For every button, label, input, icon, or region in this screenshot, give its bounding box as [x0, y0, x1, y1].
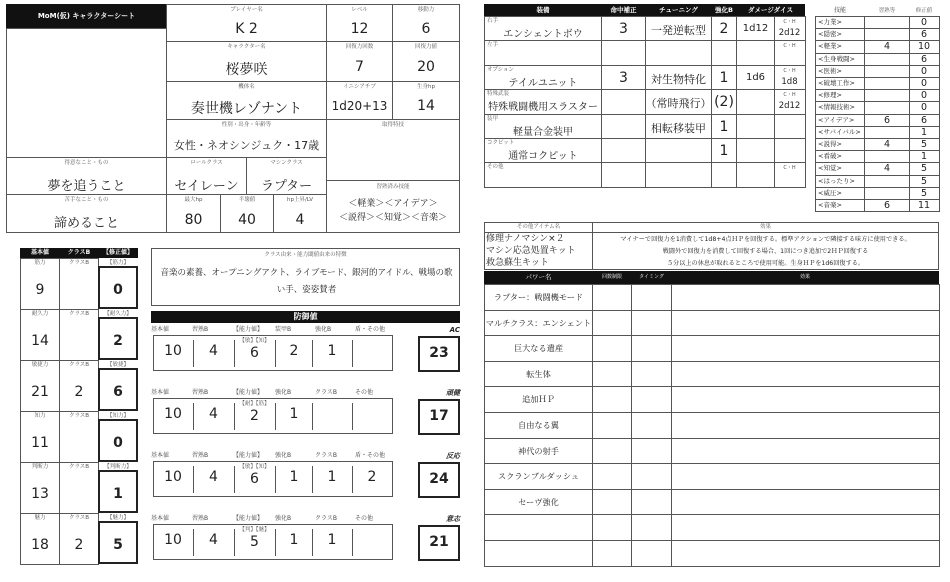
equipment-cell — [645, 162, 713, 187]
skill-modifier: 1 — [920, 151, 928, 163]
base-header-label: クラスB — [67, 249, 91, 256]
power-cell — [592, 412, 633, 439]
defense-sub-label: 【敏】【知】 — [239, 338, 270, 344]
equipment-header-label: 装備 — [536, 6, 550, 14]
equipment-header-label: ダメージダイス — [748, 6, 793, 14]
defense-label: 基本値 — [151, 326, 170, 333]
character-name: 桜夢咲 — [225, 62, 268, 78]
defense-label: 基本値 — [151, 452, 170, 459]
defense-label: 強化B — [275, 515, 292, 522]
defense-sub-label: 【敏】【知】 — [239, 464, 270, 470]
equipment-name: エンシェントボウ — [503, 29, 583, 40]
skill-modifier: 0 — [920, 90, 928, 102]
power-cell — [592, 489, 633, 516]
skill-cell — [864, 28, 911, 41]
skill-cell — [864, 65, 911, 78]
defense-label: 【能力値】 — [233, 515, 264, 522]
stat-mod-value: 2 — [113, 333, 123, 349]
skill-name: <サバイバル> — [818, 127, 861, 136]
skill-cell — [864, 101, 911, 114]
power-cell — [592, 284, 633, 311]
defense-sub-label: 【判】【魅】 — [239, 527, 270, 533]
power-cell — [671, 540, 940, 567]
defense-label: 盾・その他 — [355, 452, 386, 459]
defense-title: 防御値 — [151, 311, 460, 323]
defense-label: 盾・その他 — [355, 326, 386, 333]
stat-class-label: クラスB — [68, 413, 90, 419]
defense-total: 23 — [429, 345, 449, 361]
traits-box: 取得特技 — [326, 119, 460, 181]
player-name: K 2 — [235, 21, 258, 37]
equipment-crit-dice: 2d12 — [778, 28, 801, 38]
defense-label: 装甲B — [275, 326, 292, 333]
power-name: 自由なる翼 — [518, 420, 559, 430]
stat-base-value: 18 — [31, 537, 49, 553]
skill-modifier: 5 — [920, 187, 928, 199]
stat-base-value: 14 — [31, 333, 49, 349]
skill-cell — [864, 126, 911, 139]
equipment-slot: 右手 — [487, 18, 499, 24]
class-traits-box: クラス由来・能力閾値由来の特徴 音楽の素養、オープニングアクト、ライブモード、銀河的アイドル、戦場の歌い手、姿姿賛者 — [151, 248, 460, 306]
stat-label: 筋力 — [34, 260, 46, 266]
role-value: セイレーン — [174, 179, 239, 194]
power-cell — [671, 335, 940, 362]
skills-header-name: 技能 — [833, 7, 846, 14]
stat-mod-label: 【判断力】 — [104, 464, 132, 470]
skill-name: <医術> — [818, 66, 842, 75]
skill-name: <はったり> — [818, 176, 855, 185]
skill-modifier: 6 — [920, 114, 928, 126]
recovery-value: 20 — [417, 59, 435, 75]
skill-name: <アイデア> — [818, 115, 855, 124]
bonus-hp-box: 生身hp 14 — [392, 81, 460, 120]
equipment-strength: (2) — [714, 94, 734, 111]
equipment-strength: 1 — [719, 118, 729, 135]
half-value: 40 — [238, 212, 256, 228]
power-name: 神代の射手 — [518, 445, 559, 456]
gender-value: 女性・ネオシンジュク・17歳 — [173, 139, 320, 152]
skill-modifier: 5 — [920, 175, 928, 187]
equipment-tuning: 対生物特化 — [651, 72, 706, 86]
item-effect: ５分以上の休息が取れるところで使用可能。生身ＨＰを1d6回復する。 — [666, 260, 865, 267]
power-cell — [484, 514, 594, 541]
equipment-cell — [601, 114, 647, 139]
equipment-header-label: 命中補正 — [610, 6, 637, 14]
skill-cell — [864, 150, 911, 163]
stat-class-value: 2 — [74, 537, 84, 553]
equipment-cell — [736, 114, 776, 139]
power-name: 巨大なる遺産 — [513, 343, 564, 354]
defense-total: 21 — [429, 534, 449, 550]
stat-label: 判断力 — [31, 464, 49, 470]
equipment-cell — [645, 40, 713, 65]
power-cell — [592, 335, 633, 362]
defense-name: 意志 — [446, 515, 460, 523]
machine-class-box: マシンクラス ラプター — [246, 157, 327, 195]
initiative-box: イニシアチブ 1d20+13 — [326, 81, 393, 120]
skill-proficiency: 4 — [883, 163, 891, 175]
skill-name: <威圧> — [818, 188, 842, 197]
machine-name: 奏世機レゾナント — [190, 101, 303, 117]
defense-value: 2 — [250, 408, 259, 424]
power-cell — [592, 310, 633, 337]
skill-name: <隠密> — [818, 30, 842, 39]
defense-label: その他 — [355, 515, 374, 522]
skill-proficiency: 4 — [883, 41, 891, 53]
items-header-name: その他アイテム名 — [516, 224, 561, 230]
defense-value: 6 — [250, 471, 259, 487]
power-cell — [671, 412, 940, 439]
half-box: 半壊値 40 — [220, 194, 274, 233]
level-box: レベル 12 — [326, 4, 393, 42]
recovery-count-value: 7 — [355, 59, 364, 75]
power-cell — [631, 514, 673, 541]
equipment-name: 軽量合金装甲 — [513, 126, 573, 138]
defense-value: 1 — [289, 469, 299, 485]
base-header-label: 基本値 — [30, 249, 49, 256]
item-name: 救急蘇生キット — [486, 258, 549, 268]
power-name: セーヴ強化 — [518, 496, 559, 507]
power-cell — [671, 386, 940, 413]
equipment-tuning: 一発逆転型 — [651, 24, 706, 37]
power-name: マルチクラス：エンシェント — [485, 317, 592, 328]
stat-class-label: クラスB — [68, 464, 90, 470]
power-cell — [592, 438, 633, 465]
equipment-dice: 1d6 — [745, 71, 766, 83]
defense-total: 17 — [429, 408, 449, 424]
skill-name: <知覚> — [818, 164, 842, 173]
power-cell — [592, 463, 633, 490]
stat-base-value: 11 — [31, 435, 49, 451]
power-cell — [671, 463, 940, 490]
skill-name: <音楽> — [818, 201, 842, 209]
defense-label: 基本値 — [151, 515, 170, 522]
acquired-line-2: ＜説得＞＜知覚＞＜音楽＞ — [338, 213, 447, 223]
equipment-cell — [601, 89, 647, 114]
defense-value: 1 — [327, 532, 337, 548]
stat-mod-value: 5 — [113, 537, 123, 553]
skill-modifier: 5 — [920, 163, 928, 175]
skill-name: <生身戦闘> — [818, 54, 855, 63]
equipment-slot: その他 — [487, 164, 504, 171]
defense-value: 4 — [209, 406, 218, 422]
power-cell — [592, 540, 633, 567]
equipment-cell — [645, 138, 713, 163]
power-cell — [631, 438, 673, 465]
power-cell — [592, 361, 633, 388]
stat-base-value: 13 — [31, 486, 49, 502]
skill-proficiency: 4 — [883, 139, 891, 150]
defense-label: 【能力値】 — [233, 389, 264, 396]
power-name: スクランブルダッシュ — [497, 471, 580, 482]
defense-value: 5 — [250, 534, 259, 550]
defense-sub-label: 【耐】【筋】 — [239, 401, 270, 407]
recovery-box: 回復力値 20 — [392, 41, 460, 82]
defense-value: 1 — [289, 532, 299, 548]
power-cell — [592, 514, 633, 541]
equipment-crit-label: C・H — [783, 92, 796, 99]
skill-name: <修理> — [818, 91, 842, 100]
defense-label: クラスB — [315, 389, 337, 396]
skill-modifier: 0 — [920, 65, 928, 77]
skill-modifier: 5 — [920, 139, 928, 150]
initiative-value: 1d20+13 — [331, 99, 388, 113]
equipment-crit-label: C・H — [783, 67, 796, 74]
power-cell — [671, 284, 940, 311]
gender-box: 性別・出身・年齢等 女性・ネオシンジュク・17歳 — [166, 119, 327, 158]
equipment-cell — [736, 138, 776, 163]
power-cell — [631, 463, 673, 490]
stat-mod-value: 6 — [113, 384, 123, 400]
equipment-cell — [601, 40, 647, 65]
equipment-strength: 1 — [719, 69, 729, 86]
sheet-title: MoM(仮) キャラクターシート — [6, 4, 167, 28]
powers-header-label: タイミング — [639, 274, 664, 280]
equipment-strength: 1 — [719, 143, 729, 159]
skill-modifier: 0 — [920, 102, 928, 114]
skill-proficiency: 6 — [883, 200, 891, 211]
skill-name: <看破> — [818, 152, 842, 161]
recovery-count-box: 回復力回数 7 — [326, 41, 393, 82]
maxhp-value: 80 — [184, 212, 203, 228]
skill-modifier: 6 — [920, 29, 928, 41]
equipment-crit-label: C・H — [783, 43, 796, 50]
equipment-cell — [484, 40, 603, 65]
defense-label: その他 — [355, 389, 374, 396]
defense-value: 2 — [289, 343, 299, 359]
stat-class-label: クラスB — [68, 515, 90, 521]
equipment-cell — [774, 114, 806, 139]
defense-name: 頑健 — [446, 389, 460, 397]
skill-name: <軽業> — [818, 42, 842, 51]
equipment-slot: オプション — [487, 66, 515, 73]
bad-box: 苦手なこと・もの 諦めること — [6, 194, 167, 233]
skill-cell — [864, 187, 911, 200]
move-box: 移動力 6 — [392, 4, 460, 42]
defense-label: 【能力値】 — [233, 326, 264, 333]
defense-value: 1 — [327, 469, 337, 485]
equipment-cell — [711, 40, 738, 65]
skill-modifier: 1 — [920, 126, 928, 138]
skill-modifier: 0 — [920, 17, 928, 28]
skill-modifier: 0 — [920, 78, 928, 89]
power-name: 転生体 — [526, 368, 551, 379]
acquired-line-1: ＜軽業＞＜アイデア＞ — [348, 199, 438, 209]
defense-divider — [352, 403, 353, 430]
power-cell — [631, 489, 673, 516]
machine-class-value: ラプター — [260, 179, 313, 194]
power-cell — [631, 335, 673, 362]
defense-divider — [352, 340, 353, 367]
defense-label: 【能力値】 — [233, 452, 264, 459]
equipment-cell — [736, 162, 776, 187]
defense-value: 4 — [209, 469, 218, 485]
defense-label: クラスB — [315, 515, 337, 522]
power-cell — [631, 361, 673, 388]
stat-label: 魅力 — [34, 515, 46, 521]
power-cell — [671, 489, 940, 516]
stat-mod-label: 【敏捷】 — [106, 362, 129, 368]
power-cell — [631, 540, 673, 567]
equipment-crit-dice: 1d8 — [781, 76, 798, 87]
equipment-name: 特殊戦闘機用スラスター — [488, 102, 598, 114]
defense-label: 習熟B — [192, 515, 209, 522]
item-effect: マイナーで回復力を1消費して1d8+4点ＨＰを回復する。標準アクションで隣接する味方に使用できる。 — [620, 236, 911, 243]
skills-header-prof: 習熟等 — [878, 8, 896, 14]
move-value: 6 — [421, 21, 431, 37]
portrait-area — [6, 28, 167, 158]
item-effect: 戦闘外で回復力を消費して回復する場合、1回につき追加で2ＨＰ回復する — [662, 248, 869, 255]
equipment-cell — [601, 162, 647, 187]
skill-name: <力業> — [818, 18, 842, 26]
stat-mod-label: 【耐久力】 — [104, 311, 132, 317]
equipment-name: 通常コクピット — [508, 151, 578, 162]
skill-name: <破壊工作> — [818, 79, 855, 87]
hpup-value: 4 — [295, 212, 305, 228]
skill-modifier: 11 — [917, 200, 931, 211]
powers-header-label: 回数制限 — [601, 274, 622, 280]
equipment-cell — [601, 138, 647, 163]
good-box: 得意なこと・もの 夢を追うこと — [6, 157, 167, 195]
maxhp-box: 最大hp 80 — [166, 194, 221, 233]
hpup-box: hp上昇/LV 4 — [273, 194, 327, 233]
equipment-cell — [711, 162, 738, 187]
equipment-crit-dice: 2d12 — [778, 101, 801, 112]
stat-label: 知力 — [34, 413, 46, 419]
stat-base-value: 9 — [35, 282, 45, 298]
good-value: 夢を追うこと — [47, 179, 126, 194]
equipment-tuning: 相転移装甲 — [651, 121, 706, 135]
defense-total: 24 — [429, 471, 449, 487]
defense-value: 10 — [164, 406, 182, 422]
equipment-tuning: （常時飛行） — [645, 97, 712, 111]
defense-value: 10 — [164, 343, 182, 359]
stat-mod-label: 【魅力】 — [106, 515, 129, 521]
stat-mod-value: 1 — [113, 486, 123, 502]
skill-modifier: 10 — [917, 41, 931, 53]
defense-label: 強化B — [315, 326, 332, 333]
stat-class-label: クラスB — [68, 362, 90, 368]
power-cell — [631, 386, 673, 413]
defense-label: クラスB — [315, 452, 337, 459]
stat-class-label: クラスB — [68, 311, 90, 317]
bonus-hp-value: 14 — [417, 98, 435, 114]
stat-class-value: 2 — [74, 384, 84, 400]
equipment-header-label: チューニング — [659, 6, 698, 14]
equipment-crit-label: C・H — [783, 165, 796, 172]
equipment-slot: 装甲 — [487, 115, 499, 122]
power-cell — [631, 412, 673, 439]
defense-divider — [352, 529, 353, 556]
defense-divider — [312, 403, 313, 430]
defense-label: 習熟B — [192, 326, 209, 333]
item-name: 修理ナノマシン×２ — [486, 234, 565, 244]
power-cell — [484, 540, 594, 567]
skills-header-mod: 修正値 — [915, 8, 933, 14]
base-header-label: 【修正値】 — [102, 249, 133, 256]
class-traits-text: 音楽の素養、オープニングアクト、ライブモード、銀河的アイドル、戦場の歌い手、姿姿賛者 — [160, 268, 453, 295]
equipment-crit-label: C・H — [783, 19, 796, 25]
stat-base-value: 21 — [31, 384, 49, 400]
skill-cell — [864, 89, 911, 102]
power-cell — [631, 284, 673, 311]
equipment-header-label: 強化B — [715, 6, 733, 14]
equipment-cell — [736, 89, 776, 114]
skill-name: <説得> — [818, 140, 842, 148]
equipment-cell — [774, 138, 806, 163]
defense-label: 強化B — [275, 389, 292, 396]
items-header-effect: 効果 — [759, 224, 771, 230]
defense-label: 強化B — [275, 452, 292, 459]
player-box: プレイヤー名 K 2 — [166, 4, 327, 42]
power-cell — [671, 438, 940, 465]
defense-value: 1 — [327, 343, 337, 359]
defense-value: 6 — [250, 345, 259, 361]
equipment-slot: コクピット — [487, 140, 515, 146]
powers-header-label: パワー名 — [525, 273, 552, 281]
character-box: キャラクター名 桜夢咲 — [166, 41, 327, 82]
defense-value: 10 — [164, 469, 182, 485]
stat-mod-label: 【知力】 — [106, 413, 129, 419]
defense-value: 1 — [289, 406, 299, 422]
defense-label: 基本値 — [151, 389, 170, 396]
power-cell — [671, 310, 940, 337]
defense-value: 4 — [209, 343, 218, 359]
skill-proficiency: 6 — [883, 114, 891, 126]
skill-modifier: 6 — [920, 53, 928, 65]
skill-cell — [864, 175, 911, 188]
stat-mod-value: 0 — [113, 282, 123, 298]
stat-mod-value: 0 — [113, 435, 123, 451]
defense-value: 4 — [209, 532, 218, 548]
defense-value: 10 — [164, 532, 182, 548]
defense-name: 反応 — [446, 452, 460, 460]
stat-mod-label: 【筋力】 — [106, 260, 129, 266]
equipment-hit: 3 — [619, 21, 628, 37]
defense-label: 習熟B — [192, 389, 209, 396]
stat-label: 耐久力 — [31, 311, 49, 317]
level-value: 12 — [350, 21, 369, 37]
power-cell — [631, 310, 673, 337]
machine-box: 機体名 奏世機レゾナント — [166, 81, 327, 120]
acquired-box: 習熟済み技能 ＜軽業＞＜アイデア＞ ＜説得＞＜知覚＞＜音楽＞ — [326, 180, 460, 233]
equipment-hit: 3 — [619, 69, 628, 86]
bad-value: 諦めること — [53, 216, 119, 231]
equipment-name: テイルユニット — [508, 77, 578, 89]
equipment-slot: 特殊武装 — [487, 91, 510, 98]
skill-name: <情報技術> — [818, 103, 855, 112]
power-cell — [671, 514, 940, 541]
defense-name: AC — [449, 326, 460, 334]
power-cell — [592, 386, 633, 413]
defense-value: 2 — [367, 469, 377, 485]
skill-cell — [864, 53, 911, 66]
equipment-dice: 1d12 — [742, 23, 769, 34]
stat-class-label: クラスB — [68, 260, 90, 266]
defense-label: 習熟B — [192, 452, 209, 459]
power-name: ラプター：戦闘機モード — [493, 292, 584, 302]
equipment-slot: 左手 — [487, 42, 499, 49]
power-name: 追加ＨＰ — [522, 394, 555, 405]
power-cell — [671, 361, 940, 388]
stat-label: 敏捷力 — [31, 362, 49, 368]
equipment-strength: 2 — [719, 21, 729, 37]
item-name: マシン応急処置キット — [486, 246, 576, 256]
powers-header-label: 効果 — [799, 274, 810, 280]
equipment-cell — [736, 40, 776, 65]
role-box: ロールクラス セイレーン — [166, 157, 247, 195]
